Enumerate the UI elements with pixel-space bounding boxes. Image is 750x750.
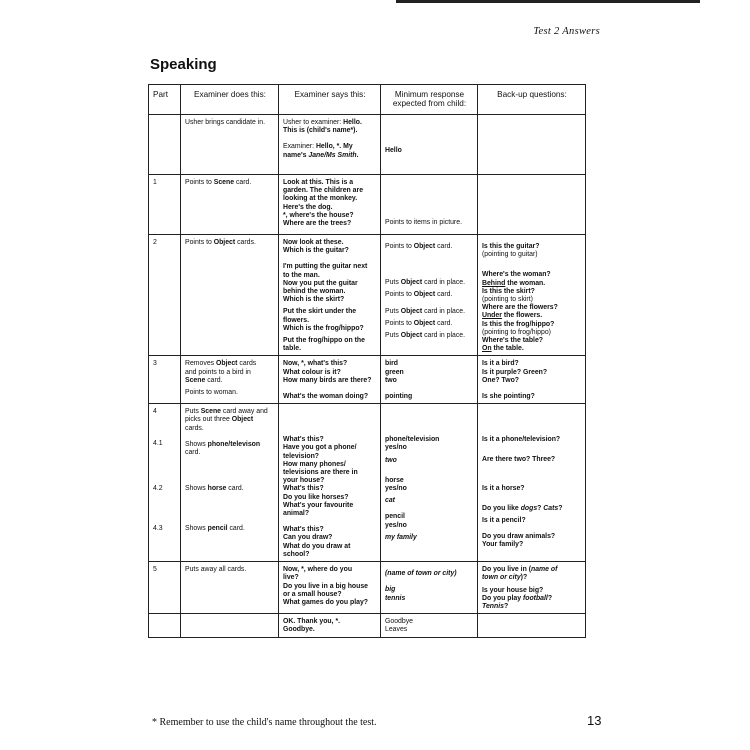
response-cell: bird green two pointing bbox=[381, 356, 478, 404]
header-min-response: Minimum response expected from child: bbox=[381, 85, 478, 115]
table-row-part-2 bbox=[149, 235, 586, 356]
says-line: name's Jane/Ms Smith. bbox=[283, 151, 359, 159]
header-part: Part bbox=[149, 85, 181, 115]
backup-cell: Is it a bird? Is it purple? Green? One? Two? Is she pointing? bbox=[478, 356, 586, 404]
part-cell: 2 bbox=[149, 235, 181, 356]
header-row bbox=[149, 85, 586, 115]
footnote: * Remember to use the child's name throughout the test. bbox=[152, 717, 377, 728]
part-cell bbox=[149, 614, 181, 637]
response-cell: (name of town or city) big tennis bbox=[381, 562, 478, 614]
response-cell: phone/television yes/no two horse yes/no cat pencil yes/no my family bbox=[381, 404, 478, 562]
backup-cell bbox=[478, 115, 586, 175]
backup-cell bbox=[478, 175, 586, 235]
does-cell: Puts away all cards. bbox=[181, 562, 279, 614]
top-rule bbox=[396, 0, 700, 3]
part-cell: 1 bbox=[149, 175, 181, 235]
header-backup: Back-up questions: bbox=[478, 85, 586, 115]
table-row-part-5 bbox=[149, 562, 586, 614]
part-cell: 5 bbox=[149, 562, 181, 614]
part-cell: 3 bbox=[149, 356, 181, 404]
says-line: This is (child's name*). bbox=[283, 127, 358, 135]
backup-cell: Do you live in (name of town or city)? Is your house big? Do you play football? Tennis? bbox=[478, 562, 586, 614]
part-cell bbox=[149, 115, 181, 175]
part-cell: 4 4.1 4.2 4.3 bbox=[149, 404, 181, 562]
does-cell: Points to Scene card. bbox=[181, 175, 279, 235]
speaking-table bbox=[148, 84, 586, 638]
response-cell: Goodbye Leaves bbox=[381, 614, 478, 637]
does-cell: Puts Scene card away and picks out three Object cards. Shows phone/televison card. Shows horse card. Shows pencil card. bbox=[181, 404, 279, 562]
says-cell: Now, *, where do you live? Do you live in a big house or a small house? What games do you play? bbox=[279, 562, 381, 614]
response-text: Hello bbox=[385, 147, 402, 154]
says-cell: OK. Thank you, *. Goodbye. bbox=[279, 614, 381, 637]
says-line: Usher to examiner: Hello. bbox=[283, 119, 362, 126]
backup-cell: Is it a phone/television? Are there two? Three? Is it a horse? Do you like dogs? Cats? Is it a pencil? Do you draw animals? Your family? bbox=[478, 404, 586, 562]
does-text: Usher brings candidate in. bbox=[185, 119, 266, 126]
table-row-part-4 bbox=[149, 404, 586, 562]
running-head: Test 2 Answers bbox=[533, 26, 600, 37]
says-cell bbox=[279, 115, 381, 175]
page-number: 13 bbox=[587, 713, 602, 728]
backup-cell bbox=[478, 614, 586, 637]
says-cell: Now, *, what's this? What colour is it? How many birds are there? What's the woman doing? bbox=[279, 356, 381, 404]
response-cell: Points to Object card. Puts Object card in place. Points to Object card. Puts Object card in place. Points to Object card. Puts Object card in place. bbox=[381, 235, 478, 356]
backup-cell: Is this the guitar? (pointing to guitar) Where's the woman? Behind the woman. Is this the skirt? (pointing to skirt) Where are the flowers? Under the flowers. Is this the frog/hippo? (pointing to frog/hippo) Where's the table? On the table. bbox=[478, 235, 586, 356]
table-row-part-1 bbox=[149, 175, 586, 235]
says-cell: Now look at these. Which is the guitar? I'm putting the guitar next to the man. Now you put the guitar behind the woman. Which is the skirt? Put the skirt under the flowers. Which is the frog/hippo? Put the frog/hippo on the table. bbox=[279, 235, 381, 356]
response-cell bbox=[381, 175, 478, 235]
says-cell: What's this? Have you got a phone/ television? How many phones/ televisions are there in your house? What's this? Do you like horses? What's your favourite animal? What's this? Can you draw? What do you draw at school? bbox=[279, 404, 381, 562]
does-cell bbox=[181, 614, 279, 637]
table-row-end bbox=[149, 614, 586, 637]
does-cell bbox=[181, 115, 279, 175]
table-row-intro bbox=[149, 115, 586, 175]
says-line: Examiner: Hello, *. My bbox=[283, 143, 353, 151]
section-title: Speaking bbox=[150, 56, 217, 73]
does-cell: Points to Object cards. bbox=[181, 235, 279, 356]
header-examiner-does: Examiner does this: bbox=[181, 85, 279, 115]
does-cell: Removes Object cards and points to a bird in Scene card. Points to woman. bbox=[181, 356, 279, 404]
response-cell bbox=[381, 115, 478, 175]
response-text: Points to items in picture. bbox=[385, 219, 462, 226]
says-cell: Look at this. This is a garden. The children are looking at the monkey. Here's the dog. *, where's the house? Where are the trees? bbox=[279, 175, 381, 235]
header-examiner-says: Examiner says this: bbox=[279, 85, 381, 115]
table-row-part-3 bbox=[149, 356, 586, 404]
